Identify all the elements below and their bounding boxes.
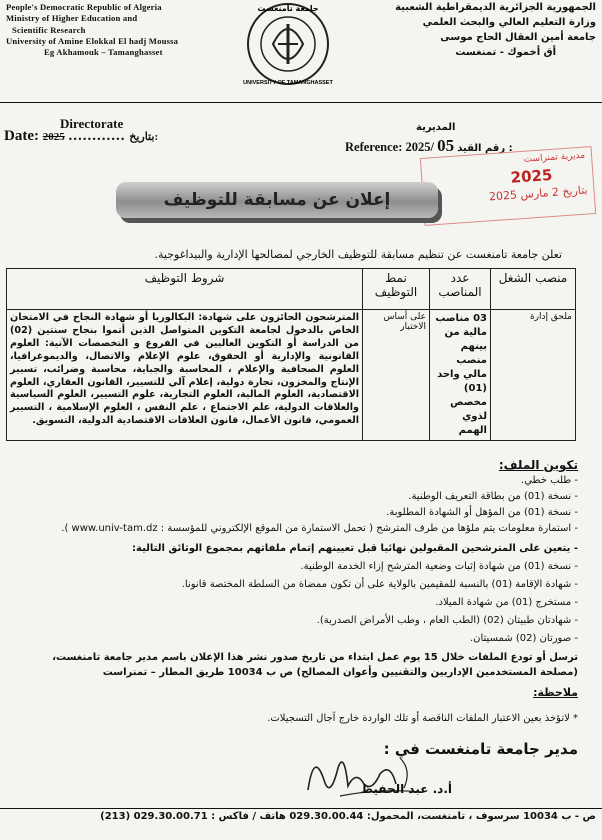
submission-text: ترسل أو تودع الملفات خلال 15 يوم عمل ابتداء من تاريخ صدور نشر هذا الإعلان باسم مدير جامعة تامنغست، (مصلحة المستخدمين الإداريين والتقنيين وأعوان المصالح) ص ب 10034 طريق المطار – تمنراست	[52, 652, 578, 678]
date-label: Date:	[4, 128, 39, 144]
note-text: * لاتؤخذ بعين الاعتبار الملفات الناقصة أو تلك الواردة خارج آجال التسجيلات.	[267, 713, 578, 724]
header-english	[6, 2, 221, 58]
header-en-line: Eg Akhamouk – Tamanghasset	[44, 47, 163, 58]
cell-count: 03 مناصب مالية من بينهم منصب مالي واحد (01) مخصص لذوي الهمم	[430, 310, 491, 441]
seal-bottom-text: UNIVERSITY OF TAMANGHASSET	[243, 80, 333, 86]
header-ar-line: الجمهورية الجزائرية الديمقراطية الشعبية	[395, 2, 596, 13]
seal-top-text: جامعة تامنغست	[257, 4, 319, 13]
header-ar-line: جامعة أمين العقال الحاج موسى	[440, 32, 596, 43]
university-seal-logo	[228, 0, 348, 88]
date-field: Date: 2025 ............ بتاريخ:	[4, 128, 159, 144]
file-item: - يتعين على المترشحين المقبولين نهائيا قبل تعيينهم إتمام ملفاتهم بمجموع الوثائق التالية:	[132, 543, 578, 554]
table-header-cell: منصب الشغل	[491, 269, 576, 310]
reference-label-ar: رقم القيد :	[457, 143, 513, 154]
file-item: - صورتان (02) شمسيتان.	[469, 633, 578, 644]
reference-number: 05	[437, 136, 455, 155]
stamp-line: 2025	[510, 165, 553, 187]
signatory-name: أ.د. عبد الحفيظ	[360, 782, 452, 796]
reference-label: Reference: 2025/	[345, 140, 434, 154]
file-item: - نسخة (01) من شهادة إثبات وضعية المترشح إزاء الخدمة الوطنية.	[300, 561, 578, 572]
header-en-line: Ministry of Higher Education and	[6, 13, 138, 24]
cell-mode: على أساس الاختبار	[363, 310, 430, 441]
header-en-line: University of Amine Elokkal El hadj Moussa	[6, 35, 179, 46]
file-item: - نسخة (01) من بطاقة التعريف الوطنية.	[408, 491, 578, 502]
intro-text: تعلن جامعة تامنغست عن تنظيم مسابقة للتوظيف الخارجي لمصالحها الإدارية والبيداغوجية.	[154, 248, 562, 261]
cell-post: ملحق إدارة	[491, 310, 576, 441]
stamp-line: مديرية تمنراست	[523, 150, 586, 165]
announcement-title-banner: إعلان عن مسابقة للتوظيف	[116, 182, 438, 218]
file-item: - طلب خطي.	[521, 475, 578, 486]
date-label-ar: بتاريخ:	[129, 131, 159, 143]
table-header-row	[7, 269, 576, 310]
directorate-label-en: Directorate	[60, 116, 124, 131]
handwritten-signature	[300, 740, 430, 810]
footer-divider	[0, 808, 602, 809]
table-row	[7, 310, 576, 441]
file-item: - شهادتان طبيتان (02) (الطب العام ، وطب الأمراض الصدرية).	[316, 615, 578, 626]
registration-stamp	[420, 146, 596, 226]
header-en-line: People's Democratic Republic of Algeria	[6, 2, 162, 12]
header-ar-line: وزارة التعليم العالي والبحث العلمي	[422, 17, 596, 28]
header-arabic	[356, 0, 596, 60]
table-header-cell: عدد المناصب	[430, 269, 491, 310]
footer-contact: ص - ب 10034 سرسوف ، تامنغست، المحمول: 029.30.00.44 هاتف / فاكس : 029.30.00.71 (213)	[100, 811, 596, 822]
file-item: - مستخرج (01) من شهادة الميلاد.	[435, 597, 578, 608]
header-en-line: Scientific Research	[12, 24, 86, 35]
note-title: ملاحظة:	[533, 686, 578, 699]
recruitment-table	[6, 268, 576, 441]
date-value: 2025	[42, 131, 65, 143]
signature-title: مدير جامعة تامنغست في :	[383, 740, 578, 758]
stamp-line: بتاريخ 2 مارس 2025	[488, 183, 588, 204]
file-item: - استمارة معلومات يتم ملؤها من طرف المترشح ( تحمل الاستمارة من الموقع الإلكتروني للمؤسسة : www.univ-tam.dz ).	[61, 523, 578, 534]
file-item: - نسخة (01) من المؤهل أو الشهادة المطلوبة.	[386, 507, 578, 518]
file-section-title: تكوين الملف:	[498, 458, 578, 472]
table-header-cell: شروط التوظيف	[7, 269, 363, 310]
header-divider	[0, 102, 602, 103]
file-item: - شهادة الإقامة (01) بالنسبة للمقيمين بالولاية على أن تكون ممضاة من السلطة المختصة قانونا.	[181, 579, 578, 590]
header-ar-line: أق أخموك - تمنغست	[455, 47, 556, 58]
cell-conditions: المترشحون الحائزون على شهادة: البكالوريا أو شهادة النجاح في الامتحان الخاص بالدخول لجامعة التكوين المتواصل الذين أتموا بنجاح سنتين (02) من الدراسة أو التكوين العاليين في الفروع و التخصصات الآتية: العلوم القانونية والإدارية أو الحقوق، علوم الإعلام والاتصال، والديموغرافيا، العلوم الصحافية والإعلام ، المحاسبة والجباية، محاسبة وضرائب، تسيير الإنتاج والمخزون، تجارة دولية، إعلام آلي للتسيير، القانون العقاري، العلوم الاقتصادية، العلوم المالية، العلوم التجارية، علوم التسيير، العلوم السياسية والعلاقات الدولية، علم الاجتماع ، علم النفس ، العلوم الإسلامية ، التسيير العمومي، قانون الأعمال، قانون العلاقات الاقتصادية الدولية، التسويق.	[7, 310, 363, 441]
directorate-label-ar: المديرية	[416, 122, 456, 133]
table-header-cell: نمط التوظيف	[363, 269, 430, 310]
